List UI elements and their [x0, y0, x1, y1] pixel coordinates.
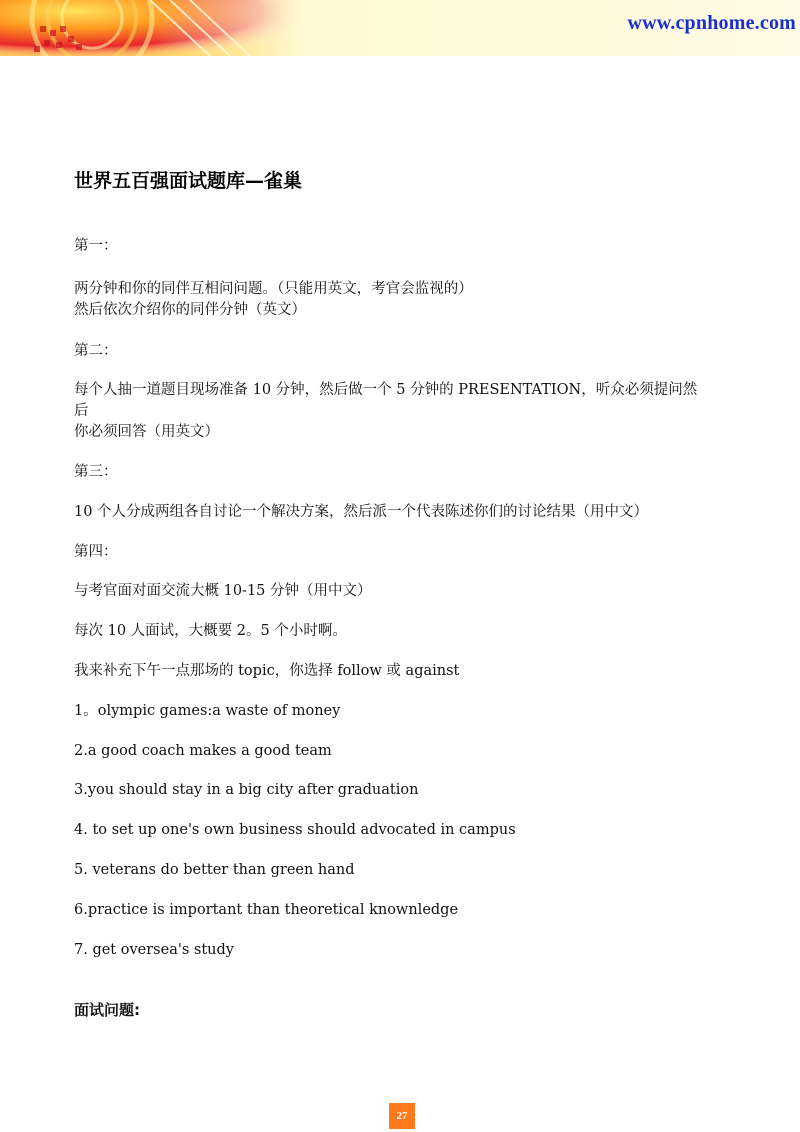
header-banner-graphic [0, 0, 300, 56]
text-line: 你必须回答（用英文） [74, 424, 219, 440]
topic-item: 2.a good coach makes a good team [74, 743, 332, 759]
text-line: 后 [74, 403, 89, 419]
document-title: 世界五百强面试题库—雀巢 [74, 170, 303, 192]
section-heading-1: 第一： [74, 238, 118, 254]
text-line: 然后依次介绍你的同伴分钟（英文） [74, 302, 306, 318]
topic-item: 1。olympic games:a waste of money [74, 703, 341, 719]
section-heading-2: 第二： [74, 343, 118, 359]
text-line: 每个人抽一道题目现场准备 10 分钟，然后做一个 5 分钟的 PRESENTATION，听众必须提问然 [74, 382, 698, 398]
page-number-badge: 27 [389, 1103, 415, 1129]
text-line: 10 个人分成两组各自讨论一个解决方案，然后派一个代表陈述你们的讨论结果（用中文） [74, 504, 649, 520]
section-heading-4: 第四： [74, 544, 118, 560]
section-heading-3: 第三： [74, 464, 118, 480]
topic-item: 3.you should stay in a big city after graduation [74, 782, 419, 798]
text-line: 我来补充下午一点那场的 topic，你选择 follow 或 against [74, 663, 460, 679]
site-url-link[interactable]: www.cpnhome.com [627, 12, 796, 34]
topic-item: 4. to set up one's own business should advocated in campus [74, 822, 516, 838]
topic-item: 7. get oversea's study [74, 942, 234, 958]
page-header [0, 0, 800, 56]
closing-heading: 面试问题: [74, 1001, 140, 1019]
text-line: 两分钟和你的同伴互相问问题。（只能用英文，考官会监视的） [74, 281, 473, 297]
topic-item: 6.practice is important than theoretical knownledge [74, 902, 459, 918]
text-line: 与考官面对面交流大概 10-15 分钟（用中文） [74, 583, 372, 599]
topic-item: 5. veterans do better than green hand [74, 862, 355, 878]
text-line: 每次 10 人面试，大概要 2。5 个小时啊。 [74, 623, 347, 639]
